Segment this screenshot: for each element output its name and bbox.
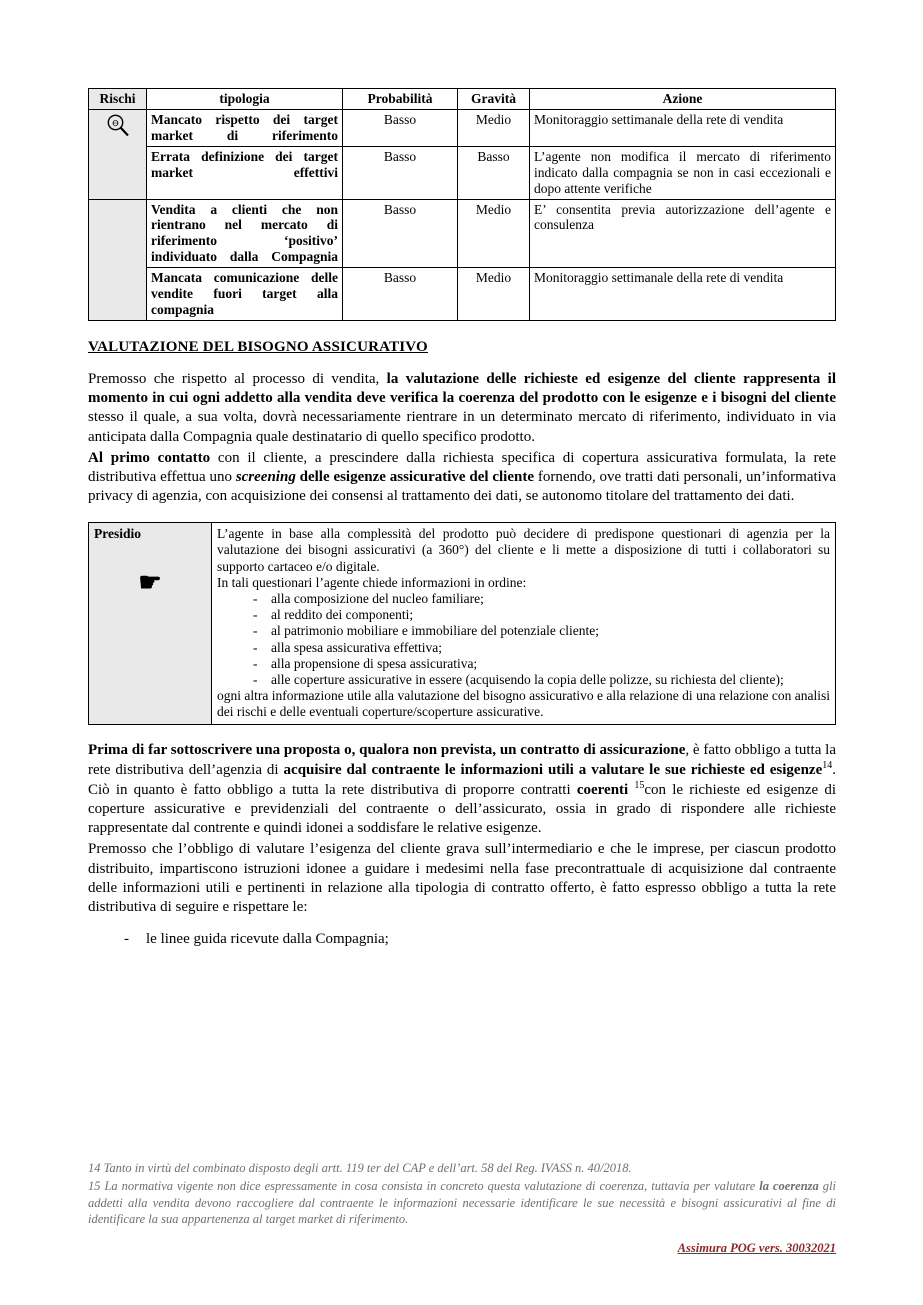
text-run-bold: Prima di far sottoscrivere una proposta o, qualora non prevista, un contratto di assicurazione [88,741,686,758]
cell-probabilita: Basso [343,199,458,268]
paragraph-valutazione-1 [88,370,836,447]
table-header-row [89,89,836,110]
cell-tipologia: Errata definizione dei target market effettivi [147,146,343,199]
text-run: , è fatto obbligo a tutta la rete distributiva dell’agenzia di [88,741,837,778]
paragraph-obblighi-2: Premosso che l’obbligo di valutare l’esigenza del cliente grava sull’intermediario e che le imprese, per ciascun prodotto distribuito, impartiscono istruzioni idonee a guidare i medesimi nella fase precontrattuale di acquisizione dal contraente delle informazioni utili e pertinenti in relazione alla tipologia di contratto offerto, è fatto espresso obbligo a tutta la rete distributiva di seguire e rispettare le: [88,841,836,916]
table-row [89,199,836,268]
text-run: fornendo, ove tratti dati personali, un’informativa privacy di agenzia, con acquisizione dei consensi al trattamento dei dati, se autonomo titolare del trattamento dei dati. [88,468,836,505]
text-run: con le richieste ed esigenze di coperture assicurative e previdenziali del contraente o dell’assicurato, ossia in grado di rispondere alle richieste rappresentate dal contrente e quindi idonei a soddisfare le relative esigenze. [88,781,837,837]
table-row [89,146,836,199]
lower-text-block [88,741,836,949]
cell-gravita: Medio [458,268,530,321]
cell-azione: L’agente non modifica il mercato di riferimento indicato dalla compagnia se non in casi eccezionali e dopo attente verifiche [530,146,836,199]
presidio-body-cell [212,523,836,724]
text-run-bold: delle esigenze assicurative del cliente [295,468,535,485]
text-run-bolditalic: screening [235,468,296,485]
text-run: . Ciò in quanto è fatto obbligo a tutta la rete distributiva di proporre contratti [88,761,836,798]
cell-tipologia: Mancato rispetto dei target market di riferimento [147,109,343,146]
cell-gravita: Medio [458,199,530,268]
page-title: VALUTAZIONE DEL BISOGNO ASSICURATIVO [88,338,428,355]
risk-icon-cell-empty [89,199,147,320]
col-header-probabilita: Probabilità [343,89,458,110]
svg-text:Ꝋ: Ꝋ [111,118,119,128]
presidio-intro: L’agente in base alla complessità del prodotto può decidere di predispone questionari di agenzia per la valutazione dei bisogni assicurativi (a 360°) del cliente e li mette a disposizione di tutti i collaboratori su supporto cartaceo e/o digitale. [217,526,830,574]
col-header-tipologia: tipologia [147,89,343,110]
text-run-bold: la coerenza [759,1179,819,1194]
list-item: - le linee guida ricevute dalla Compagnia; [124,931,836,948]
table-row [89,109,836,146]
cell-azione: Monitoraggio settimanale della rete di vendita [530,268,836,321]
text-run: stesso il quale, a sua volta, dovrà necessariamente rientrare in un determinato mercato di riferimento, individuato in via anticipata dalla Compagnia quale destinatario di quello specifico prodotto. [88,409,836,445]
footnote-15 [88,1178,836,1227]
col-header-rischi: Rischi [89,89,147,110]
presidio-list [217,591,830,688]
paragraph-valutazione-2 [88,449,836,507]
magnifier-icon [105,112,131,138]
text-run: gli addetti alla vendita devono raccogliere dal contraente le informazioni necessarie identificare le sue necessità e bisogni assicurativi al fine di identificare la sua appartenenza al target market di riferimento. [88,1179,836,1226]
list-item: - alla composizione del nucleo familiare; [253,591,830,607]
cell-tipologia: Vendita a clienti che non rientrano nel mercato di riferimento ‘positivo’ individuato dalla Compagnia [147,199,343,268]
col-header-azione: Azione [530,89,836,110]
text-run-bold: la valutazione delle richieste ed esigenze del cliente rappresenta il momento in cui ogni addetto alla vendita deve verifica la coerenza del prodotto con le esigenze e i bisogni del cliente [88,370,836,407]
list-item: - alla propensione di spesa assicurativa; [253,656,830,672]
presidio-outro: ogni altra informazione utile alla valutazione del bisogno assicurativo e alla relazione di una relazione con analisi dei rischi e delle eventuali coperture/scoperture assicurative. [217,688,830,720]
footnote-ref-15: 15 [634,779,645,791]
cell-gravita: Medio [458,109,530,146]
footnote-14: 14 Tanto in virtù del combinato disposto degli artt. 119 ter del CAP e dell’art. 58 del Reg. IVASS n. 40/2018. [88,1161,632,1175]
risk-table [88,88,836,321]
risk-icon-cell [89,109,147,199]
cell-gravita: Basso [458,146,530,199]
list-item: - al patrimonio mobiliare e immobiliare del potenziale cliente; [253,623,830,639]
cell-azione: Monitoraggio settimanale della rete di vendita [530,109,836,146]
presidio-label: Presidio [94,526,141,542]
text-run-bold: coerenti [576,781,629,798]
list-item: - alla spesa assicurativa effettiva; [253,640,830,656]
list-item: - al reddito dei componenti; [253,607,830,623]
text-run: Premosso che rispetto al processo di vendita, [88,370,387,387]
document-content [88,88,836,948]
text-run-bold: acquisire dal contraente le informazioni utili a valutare le sue richieste ed esigenze [283,761,823,778]
cell-probabilita: Basso [343,146,458,199]
table-row [89,268,836,321]
list-item: - alle coperture assicurative in essere (acquisendo la copia delle polizze, su richiesta del cliente); [253,672,830,688]
cell-probabilita: Basso [343,268,458,321]
cell-azione: E’ consentita previa autorizzazione dell’agente e consulenza [530,199,836,268]
table-row [89,523,836,724]
document-version-tag: Assimura POG vers. 30032021 [677,1241,836,1255]
text-run: con il cliente, a prescindere dalla richiesta specifica di copertura assicurativa formulata, la rete distributiva effettua uno [88,449,836,485]
presidio-intro2: In tali questionari l’agente chiede informazioni in ordine: [217,574,527,590]
footnotes-block [88,1160,836,1256]
paragraph-obblighi-1 [88,741,836,839]
pointing-hand-icon: ☛ [138,568,162,598]
cell-tipologia: Mancata comunicazione delle vendite fuori target alla compagnia [147,268,343,321]
presidio-label-cell [89,523,212,724]
linee-guida-list [88,931,836,948]
text-run: 15 La normativa vigente non dice espressamente in cosa consista in concreto questa valutazione di coerenza, tuttavia per valutare [88,1179,760,1194]
cell-probabilita: Basso [343,109,458,146]
presidio-table [88,522,836,724]
footnote-ref-14: 14 [822,759,833,771]
col-header-gravita: Gravità [458,89,530,110]
text-run-bold: Al primo contatto [88,449,211,466]
